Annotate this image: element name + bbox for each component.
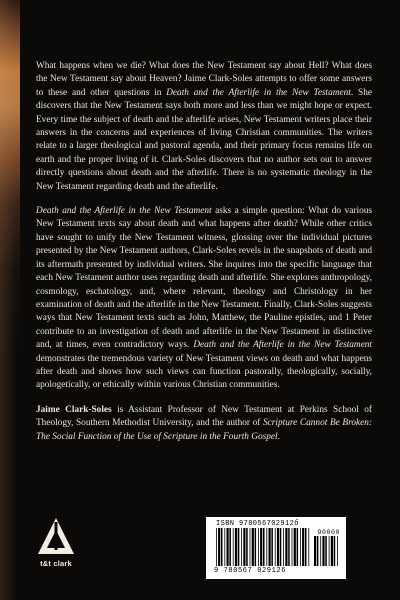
author-bio [36,404,372,444]
barcode-addon-bars [314,536,340,566]
publisher-name: t&t clark [40,559,72,568]
publisher-logo [34,516,78,574]
paragraph-1-rest: . She discovers that the New Testament says both more and less than we might hope or expect. Every time the subject of death and the afterlife arises, New Testament writers place their answers in the concerns and experiences of living Christian communities. The writers relate to a larger theological and pastoral agenda, and their primary focus remains life on earth and the proper living of it. Clark-Soles discovers that no author sets out to answer directly questions about death and the afterlife. There is no systematic theology in the New Testament regarding death and the afterlife. [36,87,372,192]
book-title-3: Death and the Afterlife in the New Testament [193,340,372,351]
publisher-mark-icon [36,516,76,556]
paragraph-1 [36,60,372,194]
barcode-bars [216,528,310,566]
author-name: Jaime Clark-Soles [36,404,112,415]
price-code: 90000 [317,529,340,536]
paragraph-2-rest: demonstrates the tremendous variety of New Testament views on death and what happens after death and shows how such views can function pastorally, theologically, socially, apologetically, or ethically within various Christian communities. [36,353,372,391]
spine-glow [0,0,20,600]
isbn-label: ISBN 978056702912б [216,520,299,528]
paragraph-2 [36,205,372,393]
blurb [36,60,372,455]
barcode [206,517,346,579]
other-book-title: Scripture Cannot Be Broken: The Social Function of the Use of Scripture in the Fourth Gospel [36,418,372,442]
book-title: Death and the Afterlife in the New Testament [166,87,351,98]
paragraph-1-text: What happens when we die? What does the New Testament say about Hell? What does the New Testament say about Heaven? Jaime Clark-Soles attempts to offer some answers to these and other questions in [36,61,372,98]
bio-text: is Assistant Professor of New Testament at Perkins School of Theology, Southern Methodist University, and the author of [36,404,373,429]
ean-digits: 9 780567 029126 [214,567,287,575]
paragraph-2-text: asks a simple question: What do various New Testament texts say about death and what happens after death? While other critics have sought to unify the New Testament witness, glossing over the individual pictures presented by the New Testament authors, Clark-Soles revels in the snapshots of death and its aftermath presented by individual writers. She inquires into the specific language that each New Testament author uses regarding death and afterlife. She explores anthropology, cosmology, eschatology, and, where relevant, theology and Christology in her examination of death and the afterlife in the New Testament. Finally, Clark-Soles suggests ways that New Testament texts such as John, Matthew, the Pauline epistles, and 1 Peter contribute to an investigation of death and afterlife in the New Testament in distinctive and, at times, even contradictory ways. [36,206,372,351]
bio-end: . [277,431,280,442]
book-title-2: Death and the Afterlife in the New Testament [36,206,212,217]
